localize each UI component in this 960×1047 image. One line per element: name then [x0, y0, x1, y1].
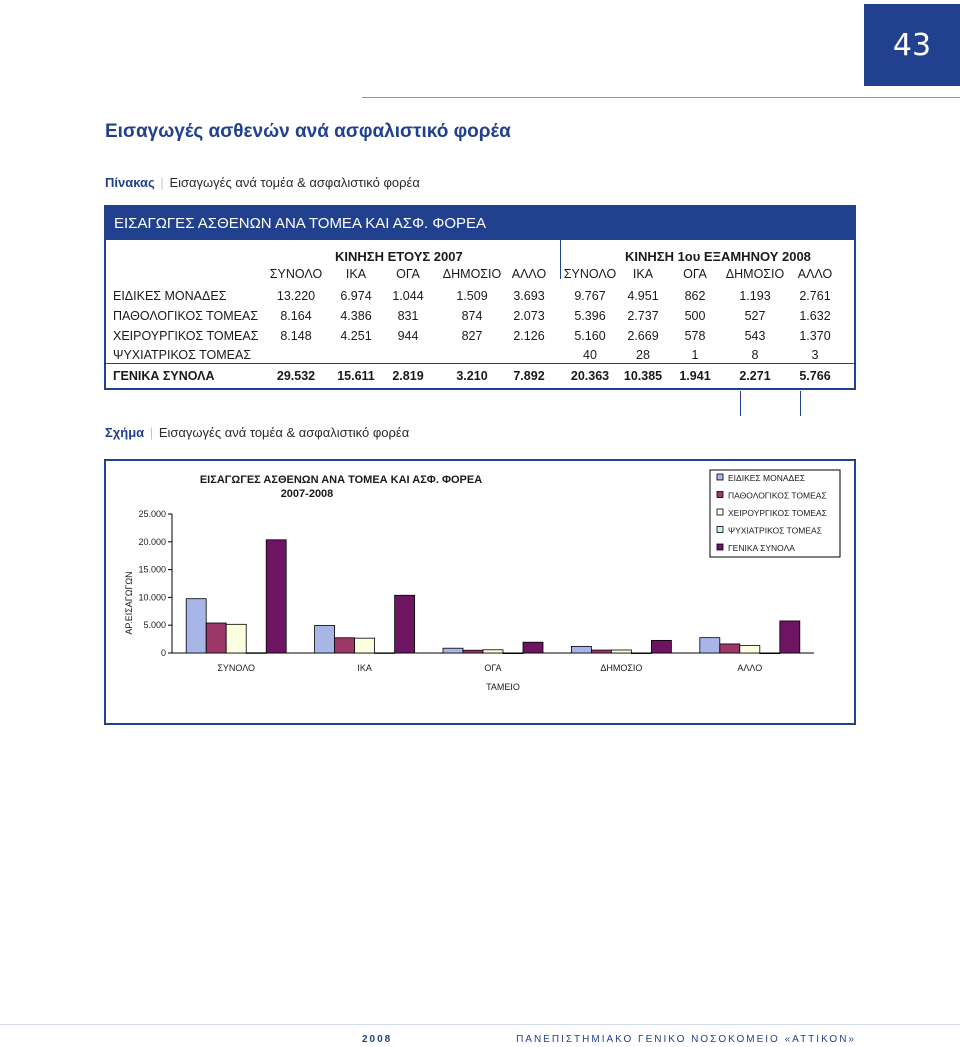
- table-cell: 5.396: [574, 309, 606, 323]
- bar-1: [700, 638, 720, 653]
- legend-swatch-3: [717, 509, 723, 515]
- chart-subtitle: 2007-2008: [280, 488, 334, 500]
- bar-4: [760, 653, 780, 654]
- table-cell: 827: [461, 329, 483, 343]
- table-cell: 4.386: [340, 309, 372, 323]
- table-cell: 1.509: [456, 289, 488, 303]
- legend-swatch-2: [717, 492, 723, 498]
- table-cell: 862: [684, 289, 706, 303]
- footer-year: 2008: [362, 1034, 393, 1045]
- table-cell: 4.251: [340, 329, 372, 343]
- bar-5: [651, 640, 671, 653]
- legend-label: ΕΙΔΙΚΕΣ ΜΟΝΑΔΕΣ: [728, 473, 806, 483]
- bar-3: [355, 638, 375, 653]
- table-title: ΕΙΣΑΓΩΓΕΣ ΑΣΘΕΝΩΝ ΑΝΑ ΤΟΜΕΑ ΚΑΙ ΑΣΦ. ΦΟΡΕΑ: [106, 207, 854, 240]
- category-label: ΙΚΑ: [357, 663, 372, 673]
- bar-1: [315, 625, 335, 653]
- table-cell: 578: [684, 329, 706, 343]
- bar-3: [483, 650, 503, 653]
- bar-5: [780, 621, 800, 653]
- table-cell: 874: [461, 309, 483, 323]
- chart-caption-separator: |: [149, 425, 154, 440]
- y-tick-label: 25.000: [138, 509, 166, 519]
- y-tick-label: 15.000: [138, 564, 166, 575]
- column-header: ΔΗΜΟΣΙΟ: [442, 267, 502, 281]
- table-cell: 944: [397, 329, 419, 343]
- column-header: ΟΓΑ: [396, 267, 420, 281]
- total-cell: 15.611: [337, 369, 375, 383]
- total-cell: 7.892: [513, 369, 545, 383]
- bar-2: [591, 650, 611, 653]
- table-cell: 1.193: [739, 289, 771, 303]
- page-number: 43: [864, 4, 960, 86]
- y-tick-label: 0: [160, 648, 166, 658]
- bar-4: [246, 653, 266, 654]
- table-caption-label: Πίνακας: [105, 175, 155, 190]
- total-cell: 10.385: [623, 369, 663, 383]
- bar-2: [463, 650, 483, 653]
- legend-swatch-1: [717, 474, 723, 480]
- bar-3: [611, 650, 631, 653]
- total-cell: 2.271: [739, 369, 771, 383]
- admissions-table: [104, 205, 856, 390]
- column-header: ΑΛΛΟ: [797, 267, 833, 281]
- group-title-2008: ΚΙΝΗΣΗ 1ου ΕΞΑΜΗΝΟΥ 2008: [625, 249, 811, 264]
- column-header: ΣΥΝΟΛΟ: [563, 267, 617, 281]
- table-cell: 500: [684, 309, 706, 323]
- y-tick-label: 20.000: [138, 536, 166, 547]
- table-cell: 1.044: [392, 289, 424, 303]
- category-label: ΑΛΛΟ: [737, 663, 763, 673]
- table-caption-text: Εισαγωγές ανά τομέα & ασφαλιστικό φορέα: [169, 175, 420, 190]
- chart-ylabel: ΑΡ.ΕΙΣΑΓΩΓΩΝ: [124, 571, 134, 635]
- column-header: ΙΚΑ: [345, 267, 367, 281]
- header-rule: [362, 97, 960, 98]
- chart-xlabel: ΤΑΜΕΙΟ: [486, 682, 520, 692]
- y-tick-label: 10.000: [138, 592, 166, 603]
- total-cell: 5.766: [799, 369, 831, 383]
- column-header: ΟΓΑ: [683, 267, 707, 281]
- table-cell: 543: [744, 329, 766, 343]
- bar-4: [375, 653, 395, 654]
- row-label: ΠΑΘΟΛΟΓΙΚΟΣ ΤΟΜΕΑΣ: [113, 309, 259, 323]
- table-cell: 1: [691, 348, 699, 362]
- column-header: ΙΚΑ: [632, 267, 654, 281]
- table-cell: 2.126: [513, 329, 545, 343]
- table-cell: 8.148: [280, 329, 312, 343]
- footer-rule: [0, 1024, 960, 1025]
- total-cell: 3.210: [456, 369, 488, 383]
- table-cell: 9.767: [574, 289, 606, 303]
- bar-1: [443, 648, 463, 653]
- chart-caption: [105, 425, 409, 440]
- bar-4: [503, 653, 523, 654]
- table-cell: 2.669: [627, 329, 659, 343]
- row-label: ΕΙΔΙΚΕΣ ΜΟΝΑΔΕΣ: [113, 289, 227, 303]
- table-cell: 28: [636, 348, 650, 362]
- legend-swatch-5: [717, 544, 723, 550]
- footer-hospital-name: ΠΑΝΕΠΙΣΤΗΜΙΑΚΟ ΓΕΝΙΚΟ ΝΟΣΟΚΟΜΕΙΟ «ΑΤΤΙΚΟΝ»: [516, 1034, 856, 1045]
- chart-caption-label: Σχήμα: [105, 425, 145, 440]
- table-cell: 527: [744, 309, 766, 323]
- chart-frame: [104, 459, 856, 725]
- legend-label: ΓΕΝΙΚΑ ΣΥΝΟΛΑ: [728, 543, 795, 553]
- bar-1: [186, 599, 206, 653]
- bar-5: [395, 595, 415, 653]
- table-cell: 3.693: [513, 289, 545, 303]
- table-cell: 1.370: [799, 329, 831, 343]
- bar-5: [523, 642, 543, 653]
- table-cell: 3: [811, 348, 819, 362]
- table-cell: 2.761: [799, 289, 831, 303]
- bar-2: [335, 638, 355, 653]
- bar-3: [740, 645, 760, 653]
- bar-3: [226, 624, 246, 653]
- legend-swatch-4: [717, 527, 723, 533]
- page-title: Εισαγωγές ασθενών ανά ασφαλιστικό φορέα: [105, 121, 511, 142]
- group-title-2007: ΚΙΝΗΣΗ ΕΤΟΥΣ 2007: [335, 249, 463, 264]
- column-header: ΔΗΜΟΣΙΟ: [725, 267, 785, 281]
- bar-chart: [106, 461, 854, 723]
- total-cell: 29.532: [276, 369, 316, 383]
- total-cell: 2.819: [392, 369, 424, 383]
- table-cell: 4.951: [627, 289, 659, 303]
- total-separator: [106, 363, 854, 364]
- row-label: ΧΕΙΡΟΥΡΓΙΚΟΣ ΤΟΜΕΑΣ: [113, 329, 259, 343]
- table-cell: 2.737: [627, 309, 659, 323]
- row-label: ΨΥΧΙΑΤΡΙΚΟΣ ΤΟΜΕΑΣ: [113, 348, 252, 362]
- table-cell: 2.073: [513, 309, 545, 323]
- y-tick-label: 5.000: [143, 620, 166, 631]
- legend-label: ΨΥΧΙΑΤΡΙΚΟΣ ΤΟΜΕΑΣ: [728, 525, 822, 536]
- bar-2: [720, 644, 740, 653]
- legend-label: ΠΑΘΟΛΟΓΙΚΟΣ ΤΟΜΕΑΣ: [728, 490, 827, 501]
- chart-title: ΕΙΣΑΓΩΓΕΣ ΑΣΘΕΝΩΝ ΑΝΑ ΤΟΜΕΑ ΚΑΙ ΑΣΦ. ΦΟΡΕΑ: [199, 474, 483, 486]
- table-cell: 40: [583, 348, 597, 362]
- table-caption-separator: |: [160, 175, 164, 190]
- category-label: ΣΥΝΟΛΟ: [217, 663, 256, 673]
- table-cell: 1.632: [799, 309, 831, 323]
- table-caption: [105, 175, 420, 190]
- chart-caption-text: Εισαγωγές ανά τομέα & ασφαλιστικό φορέα: [158, 425, 410, 440]
- table-cell: 831: [397, 309, 419, 323]
- bar-1: [571, 646, 591, 653]
- table-cell: 5.160: [574, 329, 606, 343]
- bar-5: [266, 540, 286, 653]
- legend-label: ΧΕΙΡΟΥΡΓΙΚΟΣ ΤΟΜΕΑΣ: [728, 508, 827, 518]
- column-header: ΑΛΛΟ: [511, 267, 547, 281]
- table-cell: 8.164: [280, 309, 312, 323]
- column-header: ΣΥΝΟΛΟ: [269, 267, 323, 281]
- total-label: ΓΕΝΙΚΑ ΣΥΝΟΛΑ: [113, 369, 215, 383]
- total-cell: 20.363: [570, 369, 610, 383]
- category-label: ΟΓΑ: [484, 663, 502, 673]
- bar-2: [206, 623, 226, 653]
- total-cell: 1.941: [679, 369, 711, 383]
- bar-4: [631, 653, 651, 654]
- table-cell: 6.974: [340, 289, 372, 303]
- category-label: ΔΗΜΟΣΙΟ: [600, 663, 643, 673]
- table-cell: 8: [751, 348, 759, 362]
- table-cell: 13.220: [276, 289, 316, 303]
